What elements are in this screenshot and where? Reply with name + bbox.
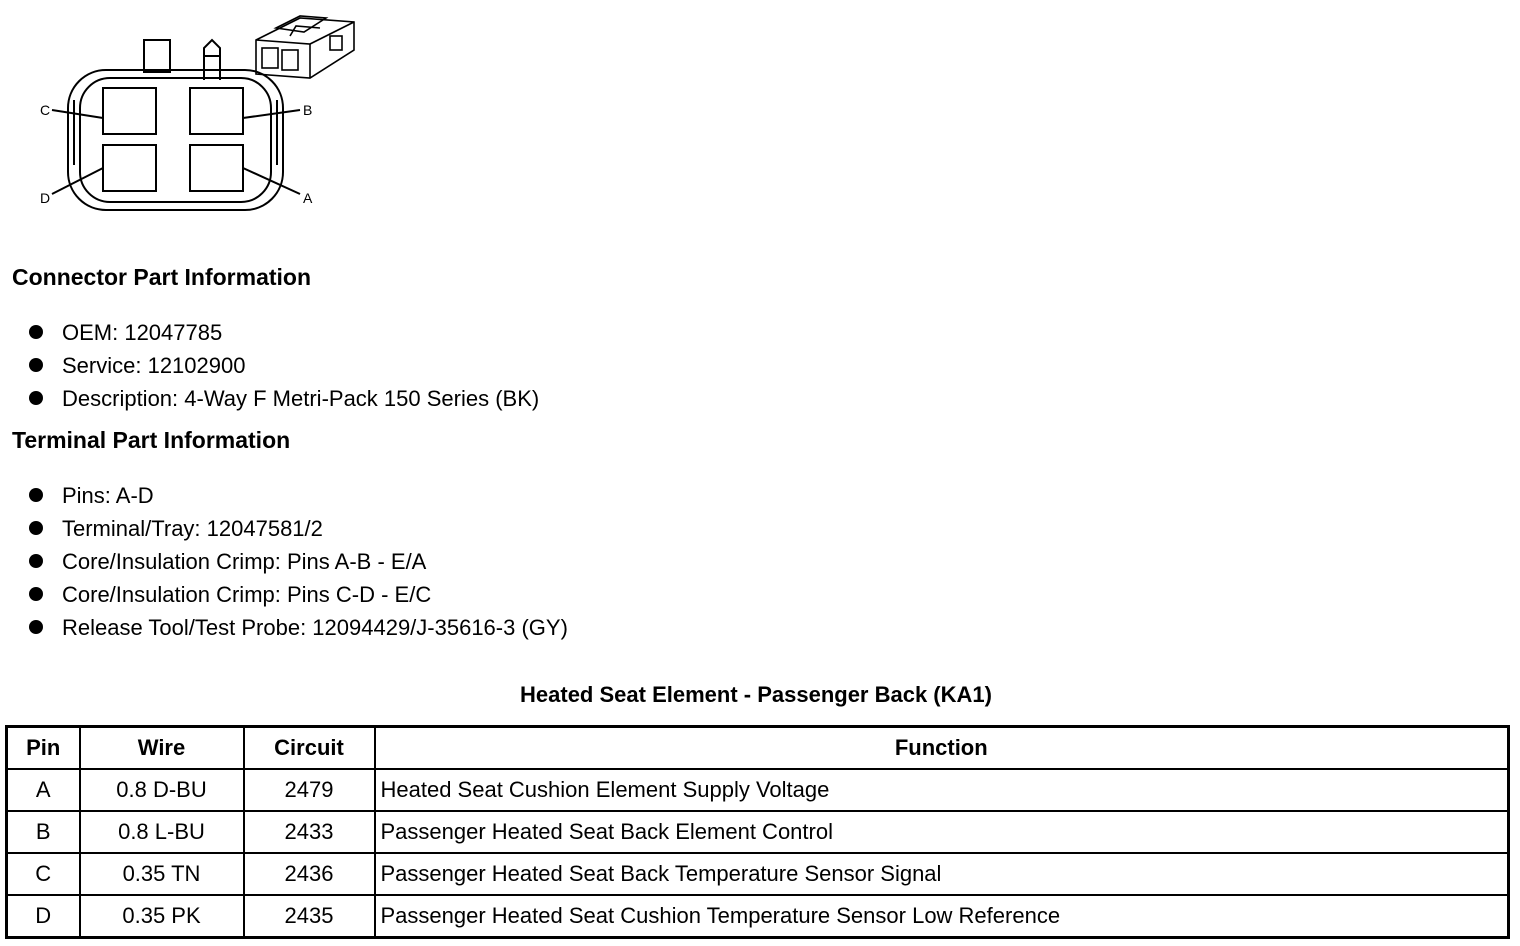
pin-label-c: C xyxy=(40,102,51,118)
bullet-icon xyxy=(29,325,43,339)
cell-function: Passenger Heated Seat Cushion Temperature Sensor Low Reference xyxy=(375,895,1509,938)
pin-label-a: A xyxy=(303,190,313,206)
list-item xyxy=(26,512,568,545)
connector-face-diagram xyxy=(0,0,380,230)
header-function: Function xyxy=(375,727,1509,770)
connector-latch-tab xyxy=(144,40,170,72)
pin-table xyxy=(5,725,1510,939)
crimp-pins-c-d: Core/Insulation Crimp: Pins C-D - E/C xyxy=(62,582,432,607)
pin-label-b: B xyxy=(303,102,313,118)
cell-pin: C xyxy=(7,853,80,895)
terminal-part-info-heading: Terminal Part Information xyxy=(12,427,291,453)
oem-part-number: OEM: 12047785 xyxy=(62,320,223,345)
table-row xyxy=(7,769,1509,811)
bullet-icon xyxy=(29,358,43,372)
list-item xyxy=(26,316,539,349)
bullet-icon xyxy=(29,587,43,601)
connector-keying-post xyxy=(204,40,220,80)
cavity-b xyxy=(190,88,243,134)
cavity-d xyxy=(103,145,156,191)
cell-function: Passenger Heated Seat Back Element Control xyxy=(375,811,1509,853)
header-circuit: Circuit xyxy=(244,727,375,770)
cell-wire: 0.35 PK xyxy=(80,895,244,938)
crimp-pins-a-b: Core/Insulation Crimp: Pins A-B - E/A xyxy=(62,549,427,574)
pins-range: Pins: A-D xyxy=(62,483,154,508)
connector-part-info-list xyxy=(26,316,539,415)
cell-pin: D xyxy=(7,895,80,938)
header-pin: Pin xyxy=(7,727,80,770)
cell-pin: A xyxy=(7,769,80,811)
pin-label-d: D xyxy=(40,190,51,206)
bullet-icon xyxy=(29,488,43,502)
cell-circuit: 2435 xyxy=(244,895,375,938)
table-row xyxy=(7,895,1509,938)
list-item xyxy=(26,479,568,512)
terminal-part-info-list xyxy=(26,479,568,644)
bullet-icon xyxy=(29,391,43,405)
terminal-tray: Terminal/Tray: 12047581/2 xyxy=(62,516,323,541)
cell-circuit: 2436 xyxy=(244,853,375,895)
cell-circuit: 2479 xyxy=(244,769,375,811)
cell-wire: 0.8 D-BU xyxy=(80,769,244,811)
connector-housing-outer xyxy=(68,70,283,210)
release-tool: Release Tool/Test Probe: 12094429/J-35616-3 (GY) xyxy=(62,615,568,640)
cavity-a xyxy=(190,145,243,191)
list-item xyxy=(26,349,539,382)
connector-thumbnail-icon xyxy=(256,16,354,78)
cell-wire: 0.8 L-BU xyxy=(80,811,244,853)
cell-function: Passenger Heated Seat Back Temperature Sensor Signal xyxy=(375,853,1509,895)
table-row xyxy=(7,811,1509,853)
cavity-c xyxy=(103,88,156,134)
pin-table-title: Heated Seat Element - Passenger Back (KA1) xyxy=(520,682,992,707)
connector-part-info-heading: Connector Part Information xyxy=(12,264,312,290)
list-item xyxy=(26,578,568,611)
connector-description: Description: 4-Way F Metri-Pack 150 Series (BK) xyxy=(62,386,540,411)
bullet-icon xyxy=(29,554,43,568)
cell-pin: B xyxy=(7,811,80,853)
list-item xyxy=(26,545,568,578)
bullet-icon xyxy=(29,620,43,634)
cell-wire: 0.35 TN xyxy=(80,853,244,895)
table-row xyxy=(7,853,1509,895)
list-item xyxy=(26,611,568,644)
service-part-number: Service: 12102900 xyxy=(62,353,246,378)
bullet-icon xyxy=(29,521,43,535)
list-item xyxy=(26,382,539,415)
cell-circuit: 2433 xyxy=(244,811,375,853)
cell-function: Heated Seat Cushion Element Supply Voltage xyxy=(375,769,1509,811)
table-header-row xyxy=(7,727,1509,770)
header-wire: Wire xyxy=(80,727,244,770)
